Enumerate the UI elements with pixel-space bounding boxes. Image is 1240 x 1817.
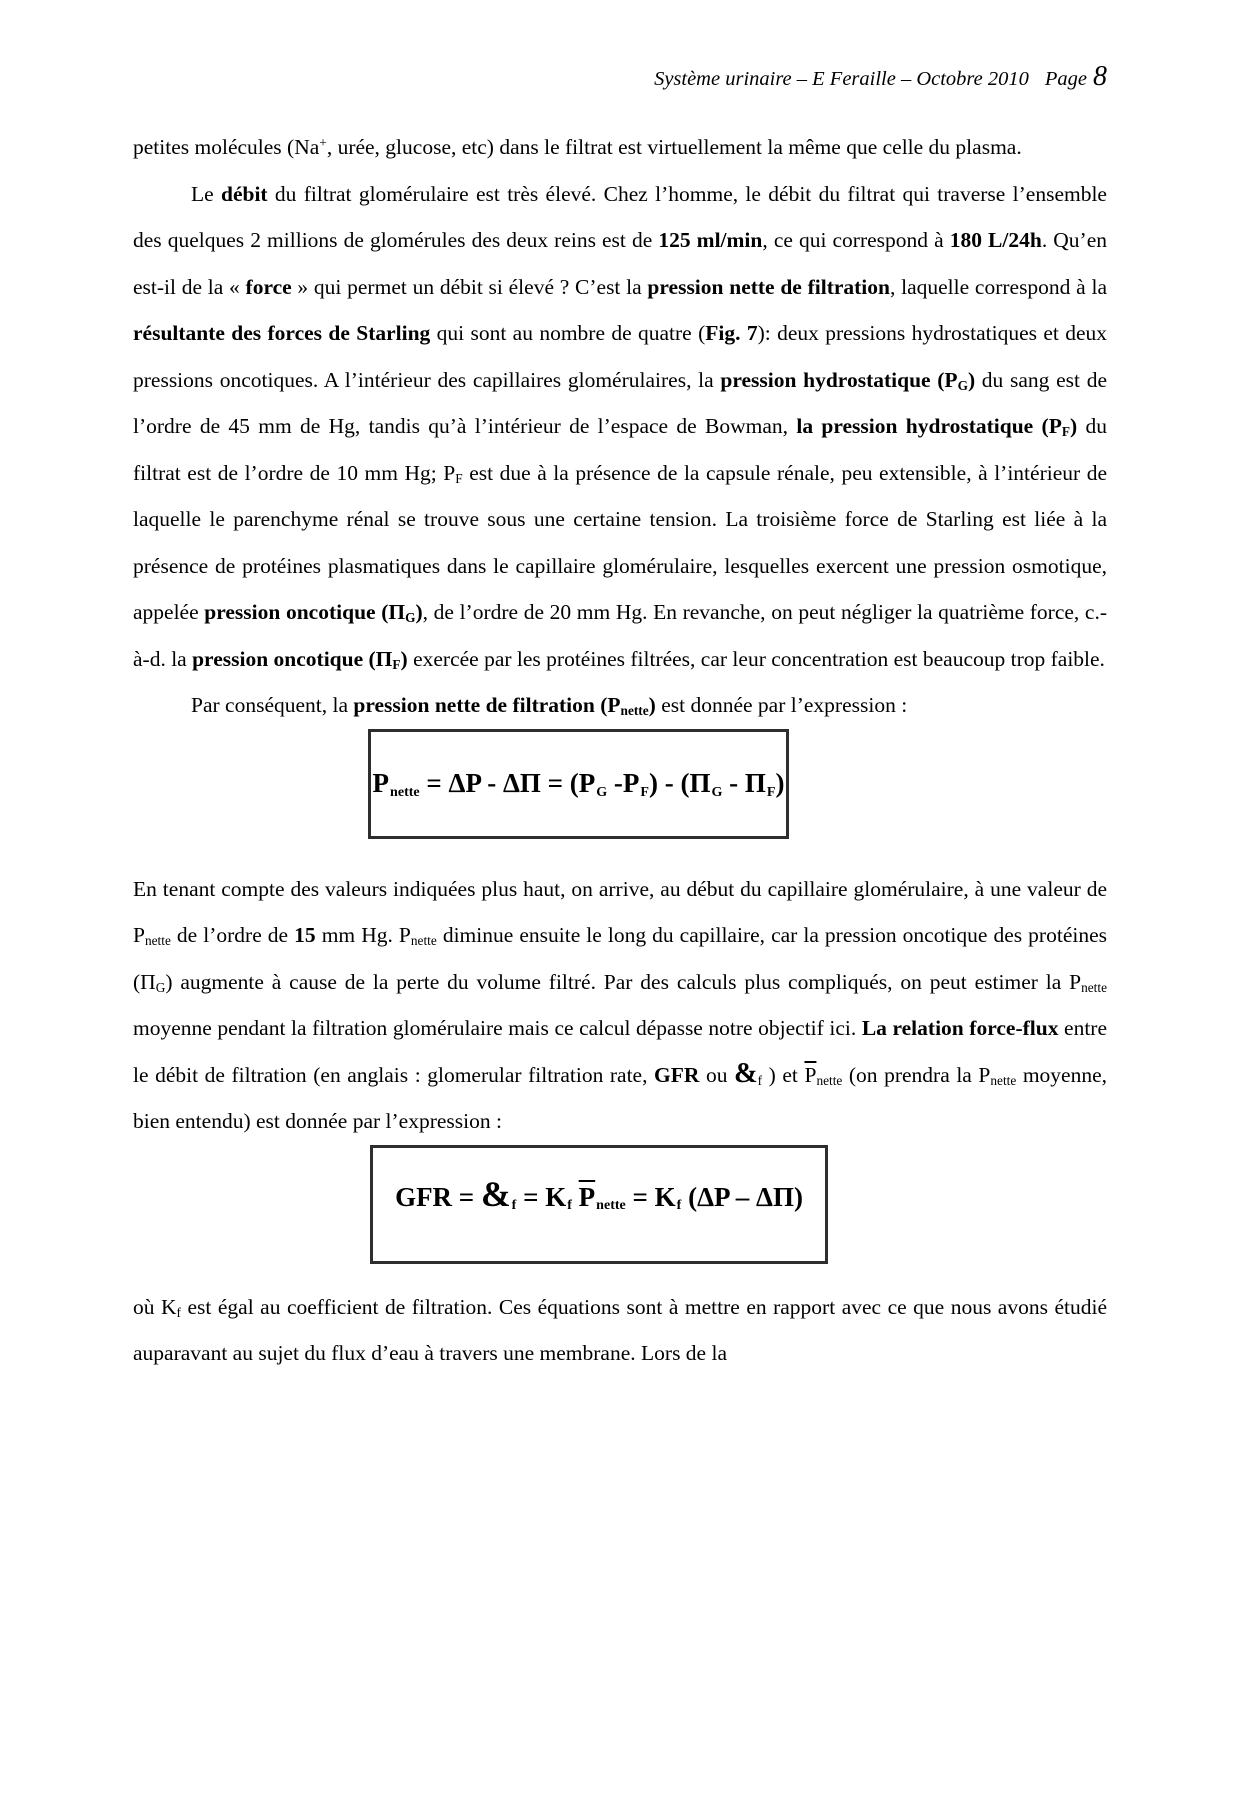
paragraph-valeurs-pnette: En tenant compte des valeurs indiquées plus haut, on arrive, au début du capillaire glomérulaire, à une valeur de $P_{nette}$ de l’ordre de 15 mm Hg. $P_{nette}$ diminue ensuite le long du capillaire, car la pression oncotique des protéines $(\Pi_G)$ augmente à cause de la perte du volume filtré. Par des calculs plus compliqués, on peut estimer la $P_{nette}$ moyenne pendant la filtration glomérulaire mais ce calcul dépasse notre objectif ici. La relation force-flux entre le débit de filtration (en anglais : glomerular filtration rate, GFR ou $\&_f$ ) et $\overline{P}_{nette}$ (on prendra la $P_{nette}$ moyenne, bien entendu) est donnée par l’expression : <box>133 876 1108 1133</box>
paragraph-coefficient-filtration: où $K_f$ est égal au coefficient de filtration. Ces équations sont à mettre en rapport avec ce que nous avons étudié auparavant au sujet du flux d’eau à travers une membrane. Lors de la <box>133 1294 1107 1365</box>
header-page-label: Page <box>1044 68 1087 90</box>
equation-box-gfr <box>370 1145 828 1264</box>
page-header <box>133 62 1107 94</box>
paragraph-par-consequent: Par conséquent, la pression nette de filtration $(P_{nette})$ est donnée par l’expression : <box>191 693 908 719</box>
equation-pression-nette: $P_{nette} = \Delta P - \Delta\Pi = (P_G$ $-P_F) - (\Pi_G - \Pi_F)$ <box>372 768 785 800</box>
equation-box-pression-nette <box>368 729 789 839</box>
document-page <box>0 62 1240 1377</box>
paragraph-intro-continuation: petites molécules (Na+, urée, glucose, etc) dans le filtrat est virtuellement la même que celle du plasma. <box>133 134 1022 159</box>
paragraph-debit-filtrat: Le débit du filtrat glomérulaire est très élevé. Chez l’homme, le débit du filtrat qui traverse l’ensemble des quelques 2 millions de glomérules des deux reins est de 125 ml/min, ce qui correspond à 180 L/24h. Qu’en est-il de la « force » qui permet un débit si élevé ? C’est la pression nette de filtration, laquelle correspond à la résultante des forces de Starling qui sont au nombre de quatre (Fig. 7): deux pressions hydrostatiques et deux pressions oncotiques. A l’intérieur des capillaires glomérulaires, la pression hydrostatique $(P_G)$ du sang est de l’ordre de 45 mm de Hg, tandis qu’à l’intérieur de l’espace de Bowman, la pression hydrostatique $(P_F)$ du filtrat est de l’ordre de 10 mm Hg; $P_F$ est due à la présence de la capsule rénale, peu extensible, à l’intérieur de laquelle le parenchyme rénal se trouve sous une certaine tension. La troisième force de Starling est liée à la présence de protéines plasmatiques dans le capillaire glomérulaire, lesquelles exercent une pression osmotique, appelée pression oncotique $(\Pi_G)$, de l’ordre de 20 mm Hg. En revanche, on peut négliger la quatrième force, c.-à-d. la pression oncotique $(\Pi_F)$ exercée par les protéines filtrées, car leur concentration est beaucoup trop faible. <box>133 181 1108 672</box>
header-page-number: 8 <box>1093 61 1107 92</box>
header-title: Système urinaire – E Feraille – Octobre 2010 <box>654 68 1029 90</box>
equation-gfr: GFR = $\&_f = K_f$ $\overline{P}_{nette} = K_f$ (ΔP – ΔΠ) <box>395 1173 803 1214</box>
document-body <box>133 124 1107 1377</box>
